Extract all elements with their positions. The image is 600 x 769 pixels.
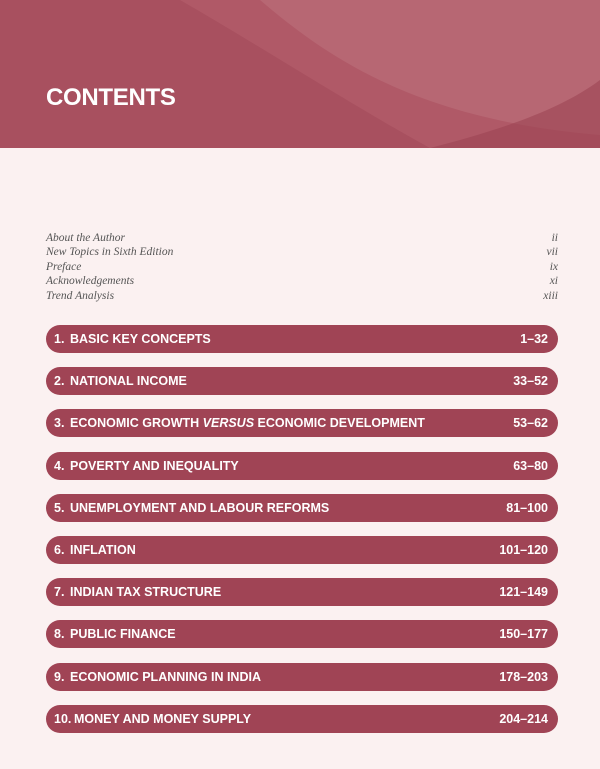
chapter-row-1[interactable] [46, 325, 558, 353]
chapter-title-part: ECONOMIC GROWTH [70, 416, 203, 431]
page-title: CONTENTS [46, 84, 176, 111]
front-matter-page: vii [546, 246, 558, 259]
front-matter-label: Acknowledgements [46, 275, 135, 288]
front-matter-item[interactable] [46, 260, 558, 274]
chapter-number: 2. [54, 374, 65, 389]
chapter-title: INFLATION [70, 542, 136, 557]
front-matter-page: xiii [543, 289, 558, 302]
chapter-pages: 63–80 [513, 458, 548, 473]
front-matter-label: New Topics in Sixth Edition [46, 246, 174, 259]
chapter-row-2[interactable] [46, 367, 558, 395]
front-matter-item[interactable] [46, 274, 558, 288]
chapter-row-10[interactable] [46, 705, 558, 733]
front-matter-page: ii [551, 232, 558, 244]
front-matter-list [46, 231, 558, 303]
header-decoration [0, 0, 600, 148]
chapter-number: 10. [54, 711, 72, 726]
front-matter-item[interactable] [46, 231, 558, 245]
chapter-title-emphasis: VERSUS [202, 416, 255, 431]
chapter-row-6[interactable] [46, 536, 558, 564]
front-matter-item[interactable] [46, 245, 558, 259]
chapter-row-8[interactable] [46, 620, 558, 648]
chapter-row-5[interactable] [46, 494, 558, 522]
front-matter-label: About the Author [46, 232, 126, 244]
chapter-number: 6. [54, 542, 65, 557]
chapter-pages: 33–52 [513, 374, 548, 389]
chapter-title: POVERTY AND INEQUALITY [70, 458, 239, 473]
chapter-pages: 81–100 [506, 500, 548, 515]
front-matter-item[interactable] [46, 289, 558, 303]
chapter-title: MONEY AND MONEY SUPPLY [74, 711, 252, 726]
chapter-title [70, 416, 425, 430]
chapter-number: 9. [54, 669, 65, 684]
chapter-number: 8. [54, 627, 65, 642]
chapter-pages: 101–120 [499, 542, 548, 557]
chapter-row-7[interactable] [46, 578, 558, 606]
front-matter-page: xi [549, 275, 558, 288]
chapter-title: PUBLIC FINANCE [70, 627, 176, 642]
contents-header [0, 0, 600, 148]
chapter-number: 3. [54, 416, 65, 431]
chapter-title: UNEMPLOYMENT AND LABOUR REFORMS [70, 500, 330, 515]
front-matter-page: ix [549, 260, 558, 273]
chapter-row-4[interactable] [46, 452, 558, 480]
chapter-title-part: ECONOMIC DEVELOPMENT [254, 416, 425, 431]
chapter-pages: 150–177 [499, 627, 548, 642]
chapter-row-9[interactable] [46, 663, 558, 691]
chapter-pages: 121–149 [499, 585, 548, 600]
chapter-title: BASIC KEY CONCEPTS [70, 332, 211, 346]
chapter-number: 4. [54, 458, 65, 473]
chapter-number: 1. [54, 332, 65, 346]
chapter-list [46, 325, 558, 747]
chapter-pages: 204–214 [499, 711, 548, 726]
chapter-number: 5. [54, 500, 65, 515]
chapter-pages: 53–62 [513, 416, 548, 431]
chapter-pages: 1–32 [520, 332, 548, 346]
chapter-row-3[interactable] [46, 409, 558, 437]
chapter-title: ECONOMIC PLANNING IN INDIA [70, 669, 261, 684]
chapter-number: 7. [54, 585, 65, 600]
chapter-pages: 178–203 [499, 669, 548, 684]
chapter-title: INDIAN TAX STRUCTURE [70, 585, 222, 600]
front-matter-label: Trend Analysis [46, 289, 115, 302]
front-matter-label: Preface [46, 260, 82, 273]
chapter-title: NATIONAL INCOME [70, 374, 187, 389]
